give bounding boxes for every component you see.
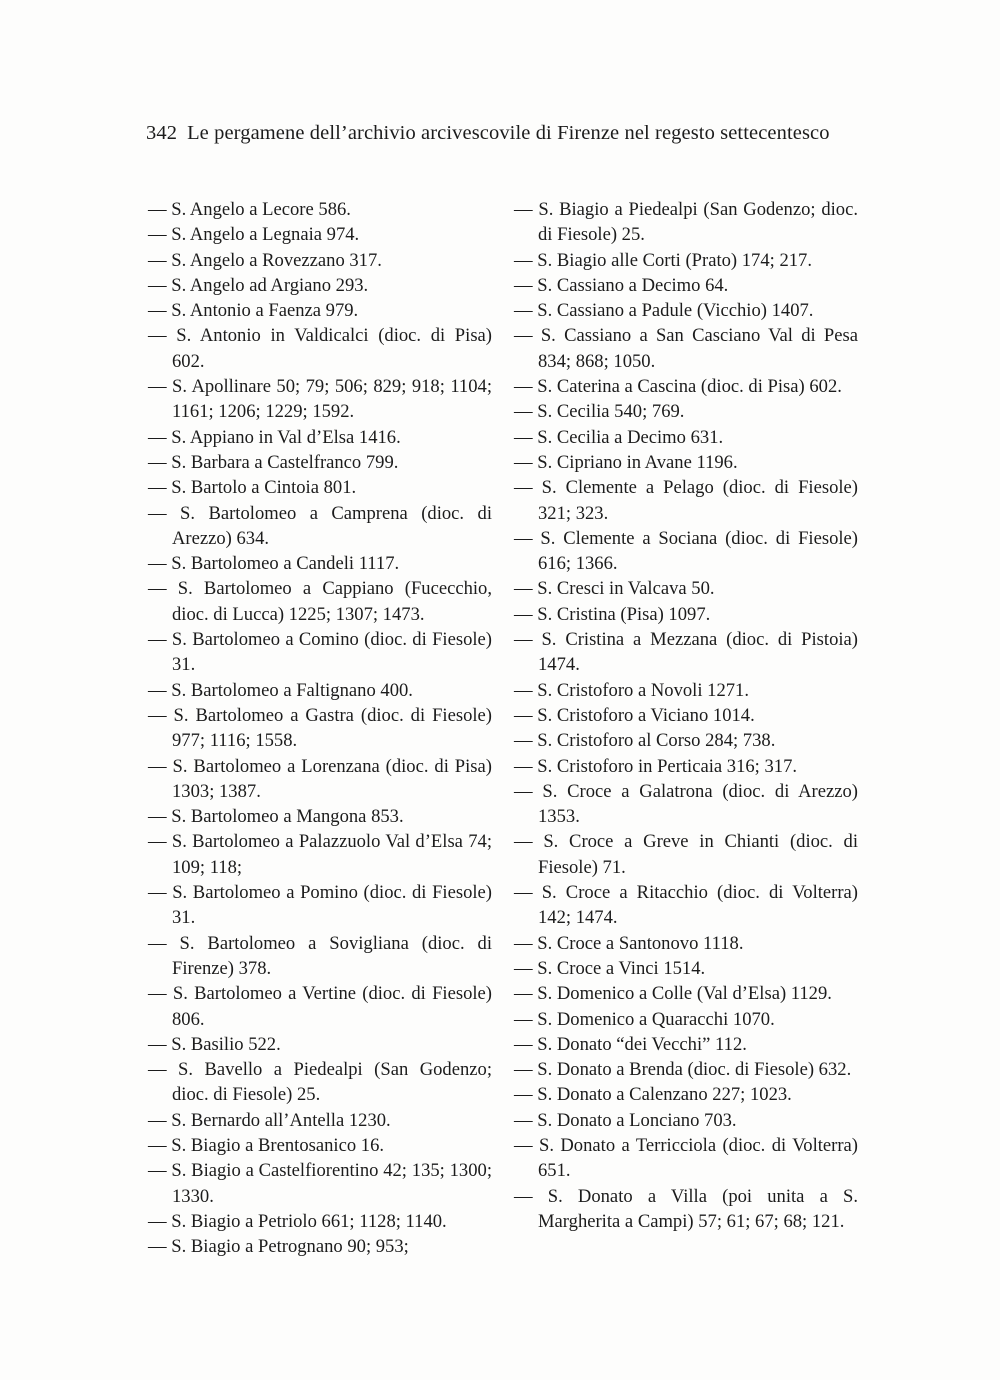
index-entry: — S. Bartolomeo a Palazzuolo Val d’Elsa 74; 109; 118;	[148, 831, 492, 878]
index-entry: — S. Cristina (Pisa) 1097.	[514, 603, 711, 625]
index-entry: — S. Biagio a Petrognano 90; 953;	[148, 1236, 409, 1258]
index-entry: — S. Domenico a Quaracchi 1070.	[514, 1008, 775, 1030]
index-entry: — S. Croce a Greve in Chianti (dioc. di Fiesole) 71.	[514, 831, 858, 878]
index-entry: — S. Bartolomeo a Mangona 853.	[148, 806, 404, 828]
running-title: Le pergamene dell’archivio arcivescovile di Firenze nel regesto settecentesco	[187, 122, 830, 144]
index-entry: — S. Cassiano a Padule (Vicchio) 1407.	[514, 300, 814, 322]
index-entry: — S. Bartolomeo a Gastra (dioc. di Fiesole) 977; 1116; 1558.	[148, 704, 492, 752]
index-entry: — S. Bartolomeo a Lorenzana (dioc. di Pisa) 1303; 1387.	[148, 755, 492, 802]
index-entry: — S. Biagio a Brentosanico 16.	[148, 1134, 385, 1156]
index-entry: — S. Angelo ad Argiano 293.	[148, 274, 369, 296]
running-header	[146, 122, 830, 145]
index-entry: — S. Bartolomeo a Comino (dioc. di Fiesole) 31.	[148, 629, 492, 676]
index-entry: — S. Domenico a Colle (Val d’Elsa) 1129.	[514, 983, 832, 1005]
index-entry: — S. Donato “dei Vecchi” 112.	[514, 1033, 747, 1055]
index-entry: — S. Croce a Santonovo 1118.	[514, 932, 744, 954]
index-entry: — S. Barbara a Castelfranco 799.	[148, 451, 399, 473]
index-entry: — S. Bartolomeo a Candeli 1117.	[148, 553, 400, 575]
index-entry: — S. Cristoforo a Viciano 1014.	[514, 704, 755, 726]
index-entry: — S. Biagio a Piedealpi (San Godenzo; dioc. di Fiesole) 25.	[514, 199, 858, 246]
index-entry: — S. Bartolomeo a Sovigliana (dioc. di Firenze) 378.	[148, 932, 492, 979]
index-entry: — S. Donato a Lonciano 703.	[514, 1109, 737, 1131]
index-entry: — S. Angelo a Lecore 586.	[148, 199, 351, 220]
index-entry: — S. Cristoforo a Novoli 1271.	[514, 679, 750, 701]
index-column-left	[148, 197, 492, 1259]
index-entry: — S. Cristoforo al Corso 284; 738.	[514, 730, 776, 752]
index-entry: — S. Bernardo all’Antella 1230.	[148, 1109, 391, 1131]
index-entry: — S. Cristina a Mezzana (dioc. di Pistoia) 1474.	[514, 629, 858, 676]
index-entry: — S. Clemente a Sociana (dioc. di Fiesole) 616; 1366.	[514, 527, 858, 575]
index-entry: — S. Clemente a Pelago (dioc. di Fiesole) 321; 323.	[514, 477, 858, 524]
index-entry: — S. Angelo a Rovezzano 317.	[148, 249, 382, 271]
index-entry: — S. Donato a Calenzano 227; 1023.	[514, 1084, 792, 1106]
index-entry: — S. Bartolomeo a Pomino (dioc. di Fiesole) 31.	[148, 882, 492, 929]
index-entry: — S. Donato a Brenda (dioc. di Fiesole) 632.	[514, 1059, 852, 1081]
index-entry: — S. Bartolo a Cintoia 801.	[148, 477, 357, 499]
index-entry: — S. Cassiano a Decimo 64.	[514, 274, 729, 296]
index-entry: — S. Bartolomeo a Faltignano 400.	[148, 679, 413, 701]
index-entry: — S. Appiano in Val d’Elsa 1416.	[148, 426, 401, 448]
index-entry: — S. Donato a Villa (poi unita a S. Margherita a Campi) 57; 61; 67; 68; 121.	[514, 1185, 858, 1232]
index-entry: — S. Bartolomeo a Vertine (dioc. di Fiesole) 806.	[148, 983, 492, 1030]
index-entry: — S. Bavello a Piedealpi (San Godenzo; dioc. di Fiesole) 25.	[148, 1059, 492, 1106]
index-entry: — S. Cecilia a Decimo 631.	[514, 426, 724, 448]
index-entry: — S. Cristoforo in Perticaia 316; 317.	[514, 755, 798, 777]
index-entry: — S. Croce a Galatrona (dioc. di Arezzo) 1353.	[514, 780, 858, 828]
index-entry: — S. Cresci in Valcava 50.	[514, 578, 715, 600]
index-entry: — S. Bartolomeo a Cappiano (Fucecchio, dioc. di Lucca) 1225; 1307; 1473.	[148, 578, 492, 625]
index-entry: — S. Caterina a Cascina (dioc. di Pisa) 602.	[514, 376, 842, 398]
index-entry: — S. Donato a Terricciola (dioc. di Volterra) 651.	[514, 1134, 858, 1182]
index-entry: — S. Croce a Ritacchio (dioc. di Volterra) 142; 1474.	[514, 882, 858, 929]
index-entry: — S. Basilio 522.	[148, 1033, 281, 1055]
index-entry: — S. Cipriano in Avane 1196.	[514, 451, 738, 473]
index-entry: — S. Apollinare 50; 79; 506; 829; 918; 1104; 1161; 1206; 1229; 1592.	[148, 376, 492, 423]
index-entry: — S. Cassiano a San Casciano Val di Pesa 834; 868; 1050.	[514, 325, 858, 372]
index-entry: — S. Angelo a Legnaia 974.	[148, 224, 360, 246]
index-column-right	[514, 197, 858, 1234]
index-entry: — S. Antonio in Valdicalci (dioc. di Pisa) 602.	[148, 325, 492, 372]
page-number: 342	[146, 122, 178, 144]
index-entry: — S. Biagio a Castelfiorentino 42; 135; 1300; 1330.	[148, 1160, 492, 1207]
index-entry: — S. Bartolomeo a Camprena (dioc. di Arezzo) 634.	[148, 502, 492, 549]
index-entry: — S. Cecilia 540; 769.	[514, 401, 685, 423]
index-entry: — S. Croce a Vinci 1514.	[514, 957, 706, 979]
index-entry: — S. Antonio a Faenza 979.	[148, 300, 359, 322]
index-entry: — S. Biagio alle Corti (Prato) 174; 217.	[514, 249, 812, 271]
index-entry: — S. Biagio a Petriolo 661; 1128; 1140.	[148, 1210, 447, 1232]
